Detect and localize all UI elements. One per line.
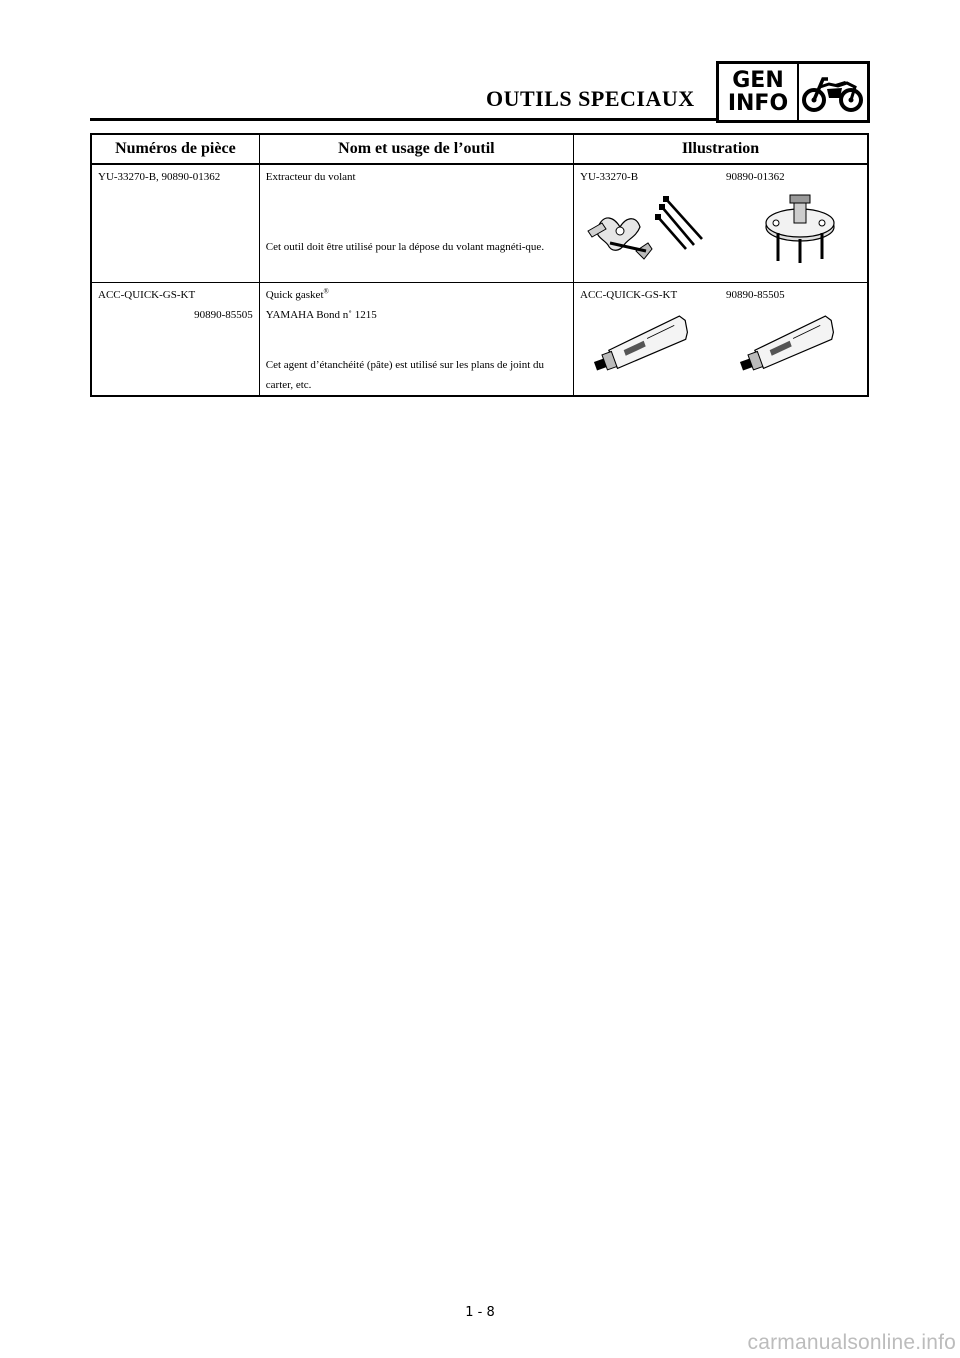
puller-arm-bolts-icon bbox=[580, 193, 714, 261]
part-number-cell bbox=[91, 164, 259, 283]
page-number: 1 - 8 bbox=[465, 1305, 495, 1320]
part-numbers: YU-33270-B, 90890-01362 bbox=[98, 171, 221, 183]
col-header-illustration: Illustration bbox=[574, 134, 869, 164]
three-leg-puller-icon bbox=[726, 193, 860, 265]
illustration-cell bbox=[720, 283, 868, 397]
sealant-tube-icon bbox=[580, 311, 714, 375]
illustration-label: 90890-85505 bbox=[726, 289, 785, 301]
special-tools-table bbox=[90, 133, 869, 397]
tool-name-cell bbox=[259, 164, 573, 283]
col-header-part-numbers: Numéros de pièce bbox=[91, 134, 259, 164]
illustration-cell bbox=[574, 164, 721, 283]
table-row bbox=[91, 283, 868, 397]
badge-text bbox=[719, 64, 799, 120]
part-number-cell bbox=[91, 283, 259, 397]
section-badge bbox=[716, 61, 870, 123]
badge-line-info: INFO bbox=[727, 91, 789, 116]
motorcycle-icon bbox=[799, 64, 867, 120]
illustration-label: YU-33270-B bbox=[580, 171, 639, 183]
col-header-tool-name: Nom et usage de l’outil bbox=[259, 134, 573, 164]
tool-name: Extracteur du volant bbox=[265, 171, 356, 183]
tool-usage: Cet agent d’étanchéité (pâte) est utilisé sur les plans de joint du carter, etc. bbox=[265, 359, 545, 391]
tool-name: Quick gasket® bbox=[265, 287, 329, 301]
illustration-label: ACC-QUICK-GS-KT bbox=[580, 289, 678, 301]
illustration-cell bbox=[720, 164, 868, 283]
part-number: 90890-85505 bbox=[194, 309, 253, 321]
registered-mark: ® bbox=[323, 287, 329, 296]
watermark: carmanualsonline.info bbox=[747, 1331, 956, 1354]
part-number: ACC-QUICK-GS-KT bbox=[98, 289, 196, 301]
table-header-row bbox=[91, 134, 868, 164]
table-row bbox=[91, 164, 868, 283]
sealant-tube-icon bbox=[726, 311, 860, 375]
page-title: OUTILS SPECIAUX bbox=[486, 86, 695, 111]
illustration-label: 90890-01362 bbox=[726, 171, 785, 183]
tool-usage: Cet outil doit être utilisé pour la dépose du volant magnéti-que. bbox=[265, 241, 545, 253]
tool-name-cell bbox=[259, 283, 573, 397]
illustration-cell bbox=[574, 283, 721, 397]
header-rule bbox=[90, 118, 716, 121]
badge-line-gen: GEN bbox=[732, 68, 784, 93]
tool-name-2: YAMAHA Bond n˚ 1215 bbox=[265, 309, 377, 321]
